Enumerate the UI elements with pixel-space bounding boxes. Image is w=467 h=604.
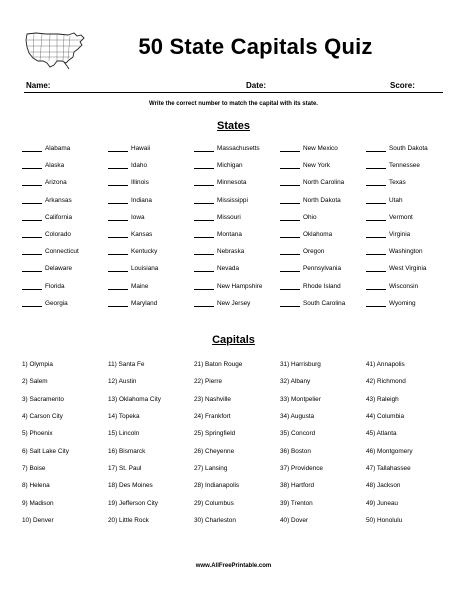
state-item: [366, 278, 452, 295]
capital-item: 12) Austin: [108, 378, 137, 386]
answer-blank[interactable]: [194, 214, 214, 221]
answer-blank[interactable]: [22, 179, 42, 186]
state-item: [194, 226, 280, 243]
state-name: Michigan: [217, 162, 243, 170]
capital-item: 46) Montgomery: [366, 447, 413, 455]
state-name: Minnesota: [217, 179, 247, 187]
info-bar: [24, 80, 443, 93]
capital-item: 41) Annapolis: [366, 361, 405, 369]
answer-blank[interactable]: [366, 283, 386, 290]
state-name: Georgia: [45, 299, 68, 307]
capital-item: 30) Charleston: [194, 516, 236, 524]
page-title: 50 State Capitals Quiz: [138, 34, 373, 59]
capital-item: 34) Augusta: [280, 413, 315, 421]
state-name: New York: [303, 162, 330, 170]
answer-blank[interactable]: [366, 300, 386, 307]
state-item: [280, 260, 366, 277]
answer-blank[interactable]: [194, 179, 214, 186]
state-name: Alaska: [45, 162, 65, 170]
capital-item: 19) Jefferson City: [108, 499, 158, 507]
answer-blank[interactable]: [108, 300, 128, 307]
state-name: New Mexico: [303, 145, 338, 153]
state-item: [366, 295, 452, 312]
state-item: [108, 278, 194, 295]
state-item: [22, 278, 108, 295]
capital-item: 37) Providence: [280, 464, 323, 472]
state-name: Kansas: [131, 231, 153, 239]
answer-blank[interactable]: [280, 300, 300, 307]
capital-item: 9) Madison: [22, 499, 54, 507]
state-item: [22, 192, 108, 209]
state-item: [108, 226, 194, 243]
capital-item: 33) Montpelier: [280, 395, 321, 403]
answer-blank[interactable]: [280, 197, 300, 204]
state-item: [280, 278, 366, 295]
answer-blank[interactable]: [280, 214, 300, 221]
state-item: [108, 209, 194, 226]
capital-item: 44) Columbia: [366, 413, 405, 421]
answer-blank[interactable]: [108, 265, 128, 272]
state-name: Illinois: [131, 179, 149, 187]
state-item: [108, 157, 194, 174]
answer-blank[interactable]: [280, 283, 300, 290]
answer-blank[interactable]: [366, 145, 386, 152]
answer-blank[interactable]: [280, 162, 300, 169]
state-name: Wyoming: [389, 299, 416, 307]
answer-blank[interactable]: [366, 265, 386, 272]
state-item: [194, 192, 280, 209]
state-name: Arkansas: [45, 196, 72, 204]
answer-blank[interactable]: [194, 300, 214, 307]
capital-item: 40) Dover: [280, 516, 309, 524]
state-name: Oregon: [303, 248, 325, 256]
capital-item: 32) Albany: [280, 378, 311, 386]
state-item: [22, 209, 108, 226]
instruction-text: Write the correct number to match the capital with its state.: [149, 101, 318, 107]
capital-item: 38) Hartford: [280, 482, 315, 490]
capital-item: 10) Denver: [22, 516, 54, 524]
state-name: North Carolina: [303, 179, 345, 187]
capital-item: 8) Helena: [22, 482, 50, 490]
answer-blank[interactable]: [22, 145, 42, 152]
state-item: [108, 260, 194, 277]
capital-item: 43) Raleigh: [366, 395, 399, 403]
capital-item: 28) Indianapolis: [194, 482, 240, 490]
answer-blank[interactable]: [366, 214, 386, 221]
answer-blank[interactable]: [22, 162, 42, 169]
state-item: [22, 174, 108, 191]
capital-item: 25) Springfield: [194, 430, 236, 438]
state-item: [22, 260, 108, 277]
answer-blank[interactable]: [108, 145, 128, 152]
states-heading: States: [216, 120, 251, 132]
answer-blank[interactable]: [108, 231, 128, 238]
state-item: [366, 209, 452, 226]
state-name: Arizona: [45, 179, 67, 187]
state-item: [194, 243, 280, 260]
answer-blank[interactable]: [280, 248, 300, 255]
state-name: Rhode Island: [303, 282, 341, 290]
answer-blank[interactable]: [194, 145, 214, 152]
capital-item: 21) Baton Rouge: [194, 361, 243, 369]
state-name: Nebraska: [217, 248, 245, 256]
footer-url: www.AllFreePrintable.com: [195, 563, 272, 569]
state-name: North Dakota: [303, 196, 341, 204]
answer-blank[interactable]: [366, 231, 386, 238]
state-item: [280, 192, 366, 209]
capital-item: 17) St. Paul: [108, 464, 142, 472]
state-item: [194, 260, 280, 277]
states-grid: [22, 140, 452, 312]
answer-blank[interactable]: [194, 248, 214, 255]
capital-item: 31) Harrisburg: [280, 361, 321, 369]
capital-item: 5) Phoenix: [22, 430, 53, 438]
capital-item: 4) Carson City: [22, 413, 63, 421]
name-label: Name:: [26, 81, 51, 90]
capital-item: 49) Juneau: [366, 499, 398, 507]
answer-blank[interactable]: [22, 231, 42, 238]
state-item: [280, 174, 366, 191]
state-item: [366, 174, 452, 191]
answer-blank[interactable]: [194, 265, 214, 272]
state-name: Mississippi: [217, 196, 248, 204]
capital-item: 35) Concord: [280, 430, 316, 438]
answer-blank[interactable]: [22, 248, 42, 255]
answer-blank[interactable]: [108, 248, 128, 255]
capital-item: 15) Lincoln: [108, 430, 140, 438]
answer-blank[interactable]: [22, 265, 42, 272]
state-item: [108, 243, 194, 260]
state-name: Massachusetts: [217, 145, 260, 153]
state-name: Maryland: [131, 299, 158, 307]
state-name: Texas: [389, 179, 406, 187]
capital-item: 39) Trenton: [280, 499, 313, 507]
capital-item: 23) Nashville: [194, 395, 231, 403]
state-name: Florida: [45, 282, 65, 290]
state-item: [22, 295, 108, 312]
state-item: [194, 278, 280, 295]
state-name: California: [45, 213, 72, 221]
state-name: South Dakota: [389, 145, 428, 153]
state-name: Idaho: [131, 162, 147, 170]
capital-item: 2) Salem: [22, 378, 48, 386]
state-name: Ohio: [303, 213, 317, 221]
answer-blank[interactable]: [194, 162, 214, 169]
state-name: Connecticut: [45, 248, 79, 256]
answer-blank[interactable]: [108, 179, 128, 186]
capital-item: 42) Richmond: [366, 378, 406, 386]
state-item: [194, 140, 280, 157]
answer-blank[interactable]: [108, 162, 128, 169]
state-item: [366, 243, 452, 260]
state-item: [22, 226, 108, 243]
state-name: Virginia: [389, 231, 411, 239]
capital-item: 3) Sacramento: [22, 395, 64, 403]
state-item: [194, 295, 280, 312]
capital-item: 16) Bismarck: [108, 447, 146, 455]
state-name: Nevada: [217, 265, 240, 273]
state-item: [194, 209, 280, 226]
state-name: Iowa: [131, 213, 145, 221]
answer-blank[interactable]: [108, 197, 128, 204]
answer-blank[interactable]: [366, 179, 386, 186]
capital-item: 47) Tallahassee: [366, 464, 411, 472]
state-item: [280, 243, 366, 260]
state-name: Tennessee: [389, 162, 420, 170]
answer-blank[interactable]: [22, 300, 42, 307]
capital-item: 24) Frankfort: [194, 413, 231, 421]
answer-blank[interactable]: [108, 283, 128, 290]
answer-blank[interactable]: [194, 283, 214, 290]
capital-item: 13) Oklahoma City: [108, 395, 161, 403]
capital-item: 36) Boston: [280, 447, 311, 455]
state-item: [108, 295, 194, 312]
state-item: [366, 192, 452, 209]
state-item: [108, 192, 194, 209]
state-item: [108, 174, 194, 191]
capital-item: 29) Columbus: [194, 499, 234, 507]
capital-item: 20) Little Rock: [108, 516, 149, 524]
answer-blank[interactable]: [366, 197, 386, 204]
state-name: Oklahoma: [303, 231, 333, 239]
capital-item: 18) Des Moines: [108, 482, 153, 490]
capital-item: 45) Atlanta: [366, 430, 397, 438]
answer-blank[interactable]: [280, 145, 300, 152]
state-name: Louisiana: [131, 265, 159, 273]
state-item: [194, 174, 280, 191]
state-name: Missouri: [217, 213, 241, 221]
answer-blank[interactable]: [280, 265, 300, 272]
state-name: Delaware: [45, 265, 72, 273]
state-item: [280, 140, 366, 157]
state-item: [22, 157, 108, 174]
capital-item: 7) Boise: [22, 464, 46, 472]
capital-item: 1) Olympia: [22, 361, 53, 369]
state-name: New Jersey: [217, 299, 251, 307]
state-name: Vermont: [389, 213, 413, 221]
answer-blank[interactable]: [194, 231, 214, 238]
state-name: Hawaii: [131, 145, 151, 153]
state-name: Alabama: [45, 145, 71, 153]
state-item: [280, 209, 366, 226]
state-name: Kentucky: [131, 248, 158, 256]
capital-item: 26) Cheyenne: [194, 447, 235, 455]
capital-item: 27) Lansing: [194, 464, 228, 472]
state-name: Wisconsin: [389, 282, 419, 290]
answer-blank[interactable]: [280, 179, 300, 186]
state-name: Maine: [131, 282, 149, 290]
state-name: New Hampshire: [217, 282, 263, 290]
capital-item: 48) Jackson: [366, 482, 401, 490]
capitals-grid: [22, 356, 452, 529]
state-name: Utah: [389, 196, 403, 204]
answer-blank[interactable]: [22, 214, 42, 221]
state-item: [280, 295, 366, 312]
answer-blank[interactable]: [366, 248, 386, 255]
state-item: [366, 226, 452, 243]
answer-blank[interactable]: [366, 162, 386, 169]
capital-item: 50) Honolulu: [366, 516, 403, 524]
state-name: Pennsylvania: [303, 265, 342, 273]
state-item: [366, 157, 452, 174]
state-item: [194, 157, 280, 174]
state-name: Montana: [217, 231, 242, 239]
capital-item: 14) Topeka: [108, 413, 140, 421]
state-item: [22, 243, 108, 260]
state-item: [22, 140, 108, 157]
score-label: Score:: [390, 81, 415, 90]
answer-blank[interactable]: [22, 197, 42, 204]
answer-blank[interactable]: [22, 283, 42, 290]
answer-blank[interactable]: [194, 197, 214, 204]
answer-blank[interactable]: [108, 214, 128, 221]
state-name: South Carolina: [303, 299, 346, 307]
capital-item: 11) Santa Fe: [108, 361, 145, 369]
state-item: [366, 140, 452, 157]
answer-blank[interactable]: [280, 231, 300, 238]
state-name: West Virginia: [389, 265, 427, 273]
state-name: Washington: [389, 248, 423, 256]
state-item: [108, 140, 194, 157]
state-name: Colorado: [45, 231, 71, 239]
state-item: [280, 226, 366, 243]
state-item: [366, 260, 452, 277]
capital-item: 6) Salt Lake City: [22, 447, 69, 455]
date-label: Date:: [246, 81, 267, 90]
capital-item: 22) Pierre: [194, 378, 223, 386]
capitals-heading: Capitals: [212, 334, 255, 346]
state-name: Indiana: [131, 196, 152, 204]
state-item: [280, 157, 366, 174]
